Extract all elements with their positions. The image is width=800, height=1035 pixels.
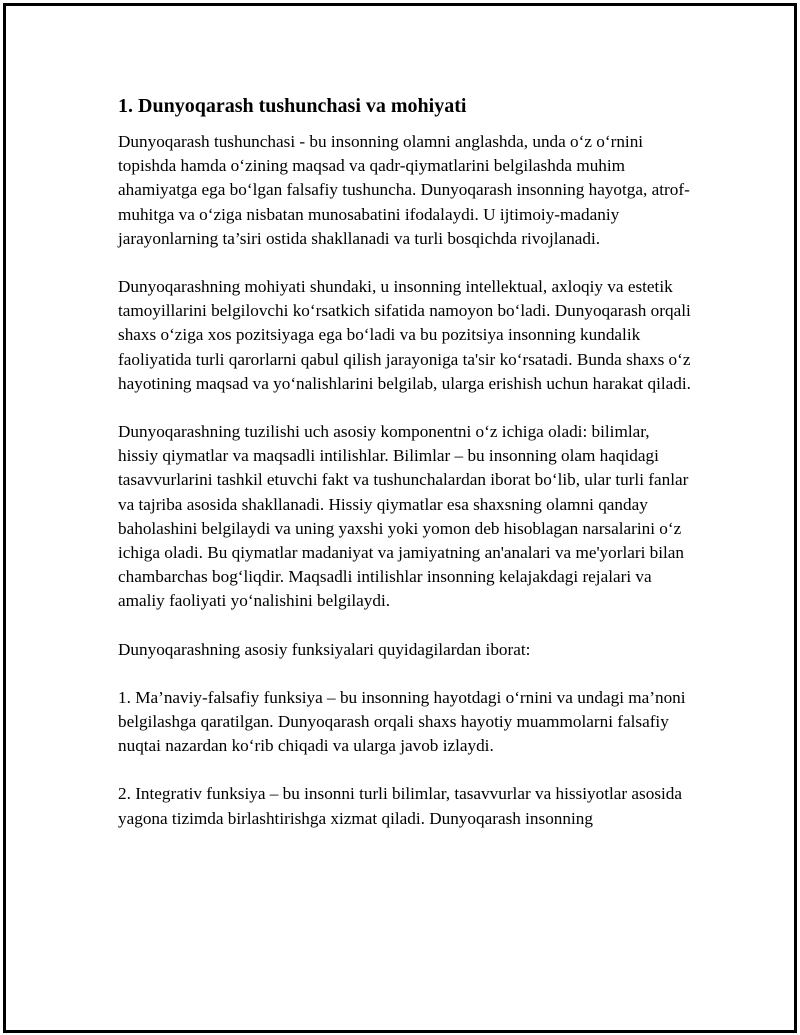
document-body xyxy=(118,92,693,855)
paragraph-function-2: 2. Integrativ funksiya – bu insonni turli bilimlar, tasavvurlar va hissiyotlar asosida yagona tizimda birlashtirishga xizmat qiladi. Dunyoqarash insonning xyxy=(118,784,683,828)
paragraph-definition: Dunyoqarash tushunchasi - bu insonning olamni anglashda, unda o‘z o‘rnini topishda hamda o‘zining maqsad va qadr-qiymatlarini belgilashda muhim ahamiyatga ega bo‘lgan falsafiy tushuncha. Dunyoqarash insonning hayotga, atrof-muhitga va o‘ziga nisbatan munosabatini ifodalaydi. U ijtimoiy-madaniy jarayonlarning ta’siri ostida shakllanadi va turli bosqichda rivojlanadi. xyxy=(118,132,690,248)
paragraph-function-1: 1. Ma’naviy-falsafiy funksiya – bu insonning hayotdagi o‘rnini va undagi ma’noni belgilashga qaratilgan. Dunyoqarash orqali shaxs hayotiy muammolarni falsafiy nuqtai nazardan ko‘rib chiqadi va ularga javob izlaydi. xyxy=(118,687,686,756)
paragraph-essence: Dunyoqarashning mohiyati shundaki, u insonning intellektual, axloqiy va estetik tamoyillarini belgilovchi ko‘rsatkich sifatida namoyon bo‘ladi. Dunyoqarash orqali shaxs o‘ziga xos pozitsiyaga ega bo‘ladi va bu pozitsiya insonning kundalik faoliyatida turli qarorlarni qabul qilish jarayoniga ta'sir ko‘rsatadi. Bunda shaxs o‘z hayotining maqsad va yo‘nalishlarini belgilab, ularga erishish uchun harakat qiladi. xyxy=(118,277,691,393)
section-heading: 1. Dunyoqarash tushunchasi va mohiyati xyxy=(118,95,467,117)
paragraph-structure: Dunyoqarashning tuzilishi uch asosiy komponentni o‘z ichiga oladi: bilimlar, hissiy qiymatlar va maqsadli intilishlar. Bilimlar – bu insonning olam haqidagi tasavvurlarini tashkil etuvchi fakt va tushunchalardan iborat bo‘lib, ular turli fanlar va tajriba asosida shakllanadi. Hissiy qiymatlar esa shaxsning olamni qanday baholashini belgilaydi va uning yaxshi yoki yomon deb hisoblagan narsalarini o‘z ichiga oladi. Bu qiymatlar madaniyat va jamiyatning an'analari va me'yorlari bilan chambarchas bog‘liqdir. Maqsadli intilishlar insonning kelajakdagi rejalari va amaliy faoliyati yo‘nalishini belgilaydi. xyxy=(118,422,689,611)
paragraph-functions-intro: Dunyoqarashning asosiy funksiyalari quyidagilardan iborat: xyxy=(118,639,531,659)
